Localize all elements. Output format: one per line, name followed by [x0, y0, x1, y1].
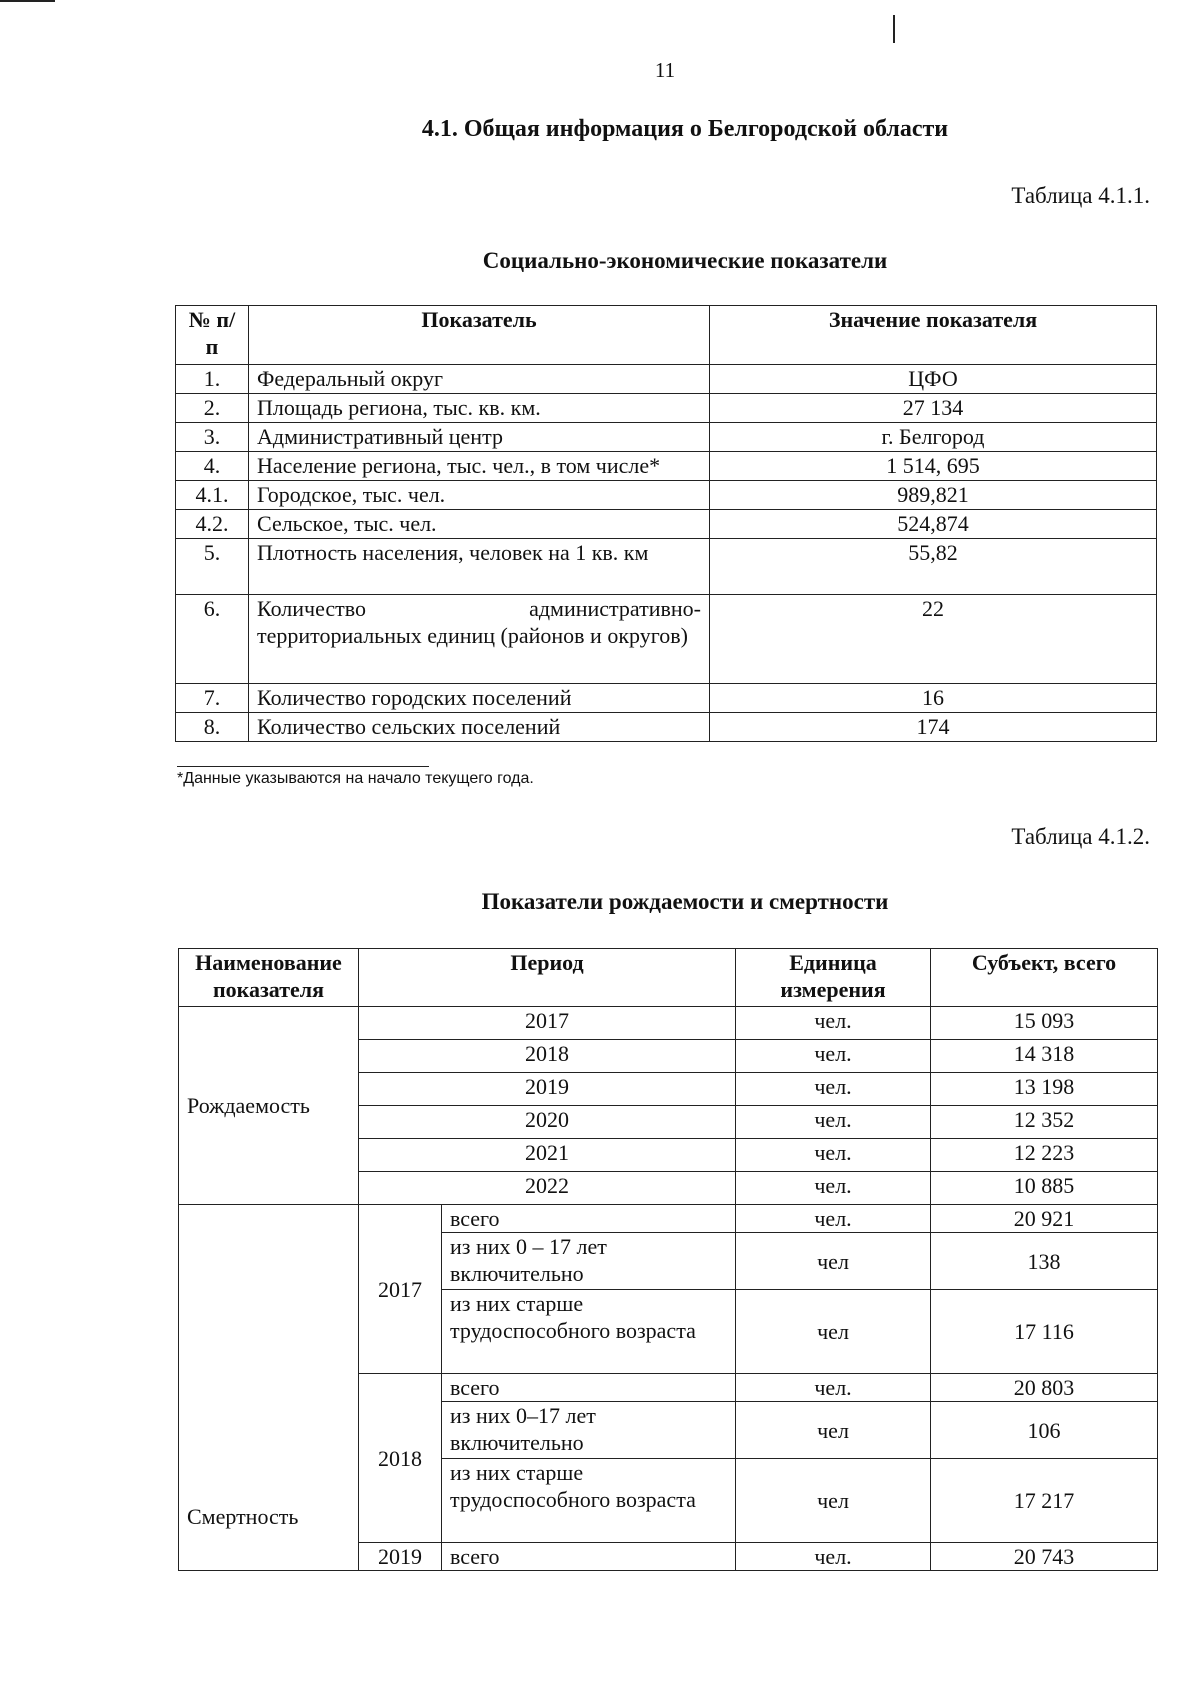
- footnote: *Данные указываются на начало текущего года.: [177, 770, 534, 787]
- footnote-rule: [177, 766, 429, 767]
- table2-header-row: [179, 949, 1158, 1007]
- row-value: 14 318: [931, 1040, 1158, 1073]
- row-unit: чел: [736, 1233, 931, 1290]
- row-value: 17 217: [931, 1459, 1158, 1543]
- row-unit: чел.: [736, 1007, 931, 1040]
- row-value: 13 198: [931, 1073, 1158, 1106]
- row-indicator: Количество сельских поселений: [249, 713, 710, 742]
- section-title: 4.1. Общая информация о Белгородской области: [421, 116, 949, 142]
- row-year: 2020: [359, 1106, 736, 1139]
- row-unit: чел.: [736, 1106, 931, 1139]
- table-row: [176, 595, 1157, 684]
- header-name: Наименование показателя: [179, 949, 359, 1007]
- row-indicator: Площадь региона, тыс. кв. км.: [249, 394, 710, 423]
- row-unit: чел: [736, 1290, 931, 1374]
- row-num: 6.: [176, 595, 249, 684]
- row-unit: чел: [736, 1459, 931, 1543]
- row-unit: чел.: [736, 1040, 931, 1073]
- row-value: 1 514, 695: [710, 452, 1157, 481]
- row-value: 20 921: [931, 1205, 1158, 1233]
- table-row: [179, 1205, 1158, 1233]
- row-indicator: Городское, тыс. чел.: [249, 481, 710, 510]
- death-year: 2018: [359, 1374, 442, 1543]
- table1-title: Социально-экономические показатели: [482, 248, 888, 273]
- birth-label: Рождаемость: [179, 1007, 359, 1205]
- row-unit: чел.: [736, 1374, 931, 1402]
- table-row: [176, 713, 1157, 742]
- row-value: 20 803: [931, 1374, 1158, 1402]
- row-unit: чел.: [736, 1139, 931, 1172]
- row-value: 138: [931, 1233, 1158, 1290]
- table-row: [176, 510, 1157, 539]
- table-row: [176, 684, 1157, 713]
- table-row: [176, 394, 1157, 423]
- row-sub: всего: [442, 1205, 736, 1233]
- page-number: 11: [654, 58, 676, 82]
- row-value: 12 223: [931, 1139, 1158, 1172]
- row-num: 4.1.: [176, 481, 249, 510]
- row-value: 10 885: [931, 1172, 1158, 1205]
- row-year: 2017: [359, 1007, 736, 1040]
- row-unit: чел.: [736, 1543, 931, 1571]
- row-value: 174: [710, 713, 1157, 742]
- table1-label: Таблица 4.1.1.: [1011, 183, 1150, 208]
- row-value: ЦФО: [710, 365, 1157, 394]
- row-num: 8.: [176, 713, 249, 742]
- row-value: г. Белгород: [710, 423, 1157, 452]
- table-row: [176, 481, 1157, 510]
- row-indicator: Сельское, тыс. чел.: [249, 510, 710, 539]
- row-indicator: Количество городских поселений: [249, 684, 710, 713]
- row-num: 4.2.: [176, 510, 249, 539]
- row-sub: из них 0–17 лет включительно: [442, 1402, 736, 1459]
- row-indicator: Плотность населения, человек на 1 кв. км: [249, 539, 710, 595]
- table-row: [176, 365, 1157, 394]
- header-period: Период: [359, 949, 736, 1007]
- row-value: 12 352: [931, 1106, 1158, 1139]
- header-num: № п/п: [176, 306, 249, 365]
- row-sub: из них старше трудоспособного возраста: [442, 1290, 736, 1374]
- row-indicator: Федеральный округ: [249, 365, 710, 394]
- table-row: [176, 423, 1157, 452]
- scan-artifact-top-right: [893, 15, 895, 43]
- row-sub: всего: [442, 1374, 736, 1402]
- row-value: 22: [710, 595, 1157, 684]
- table2-title: Показатели рождаемости и смертности: [481, 889, 889, 914]
- row-unit: чел.: [736, 1205, 931, 1233]
- header-indicator: Показатель: [249, 306, 710, 365]
- row-value: 55,82: [710, 539, 1157, 595]
- row-year: 2022: [359, 1172, 736, 1205]
- row-num: 2.: [176, 394, 249, 423]
- row-num: 5.: [176, 539, 249, 595]
- death-year: 2019: [359, 1543, 442, 1571]
- row-num: 4.: [176, 452, 249, 481]
- row-unit: чел.: [736, 1073, 931, 1106]
- row-value: 15 093: [931, 1007, 1158, 1040]
- death-year: 2017: [359, 1205, 442, 1374]
- row-value: 106: [931, 1402, 1158, 1459]
- death-label: Смертность: [179, 1205, 359, 1571]
- row-num: 3.: [176, 423, 249, 452]
- row-value: 16: [710, 684, 1157, 713]
- birth-death-table: [178, 948, 1158, 1571]
- row-num: 7.: [176, 684, 249, 713]
- table-row: [176, 452, 1157, 481]
- header-unit: Единица измерения: [736, 949, 931, 1007]
- socio-economic-table: [175, 305, 1157, 742]
- header-total: Субъект, всего: [931, 949, 1158, 1007]
- table1-header-row: [176, 306, 1157, 365]
- row-num: 1.: [176, 365, 249, 394]
- row-year: 2019: [359, 1073, 736, 1106]
- row-sub: из них старше трудоспособного возраста: [442, 1459, 736, 1543]
- row-indicator: Население региона, тыс. чел., в том числе*: [249, 452, 710, 481]
- header-value: Значение показателя: [710, 306, 1157, 365]
- table-row: [179, 1007, 1158, 1040]
- row-unit: чел: [736, 1402, 931, 1459]
- table-row: [176, 539, 1157, 595]
- row-sub: всего: [442, 1543, 736, 1571]
- row-value: 524,874: [710, 510, 1157, 539]
- row-sub: из них 0 – 17 лет включительно: [442, 1233, 736, 1290]
- row-indicator: Административный центр: [249, 423, 710, 452]
- row-value: 20 743: [931, 1543, 1158, 1571]
- scan-artifact-top-left: [0, 0, 55, 2]
- row-year: 2021: [359, 1139, 736, 1172]
- table2-label: Таблица 4.1.2.: [1011, 824, 1150, 849]
- row-value: 27 134: [710, 394, 1157, 423]
- row-value: 989,821: [710, 481, 1157, 510]
- row-unit: чел.: [736, 1172, 931, 1205]
- row-year: 2018: [359, 1040, 736, 1073]
- row-value: 17 116: [931, 1290, 1158, 1374]
- row-indicator: Количество административно-территориальных единиц (районов и округов): [249, 595, 710, 684]
